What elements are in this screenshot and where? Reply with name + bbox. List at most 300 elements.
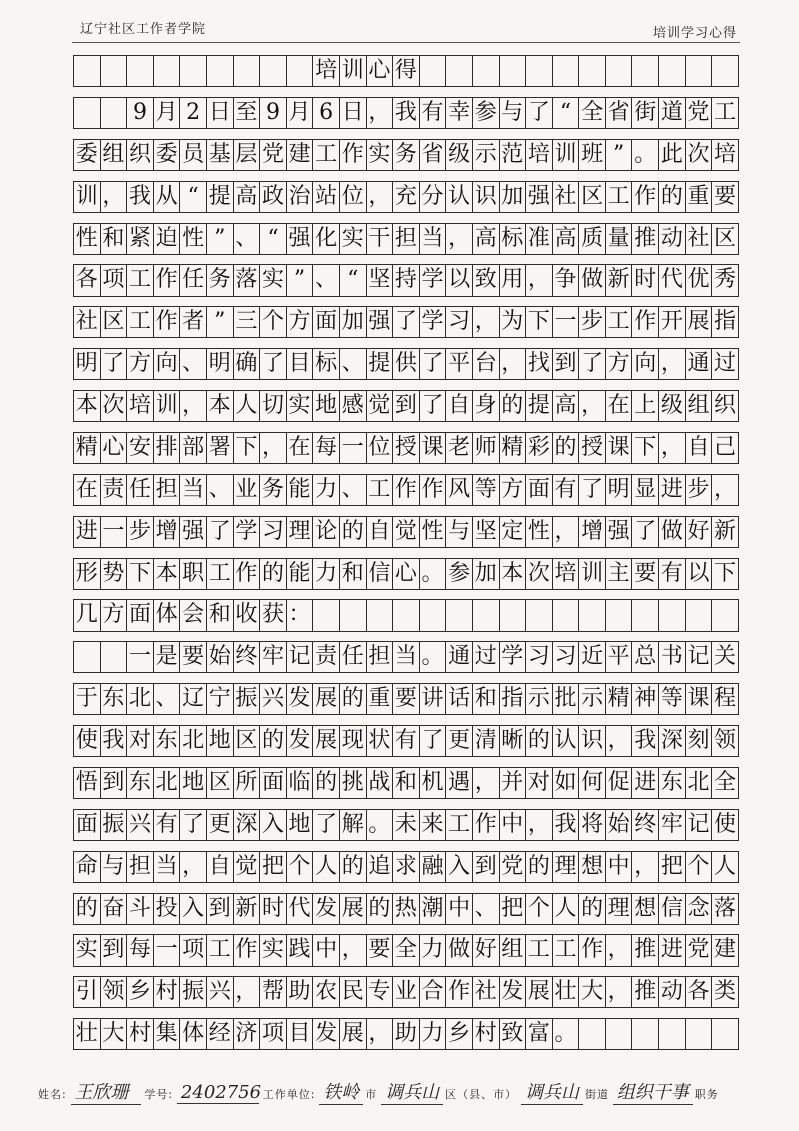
grid-cell: 项 [179,934,207,966]
grid-cell: 我 [126,181,154,213]
grid-cell: 个 [259,306,287,338]
grid-row [74,390,739,422]
grid-cell: 通 [445,641,473,673]
grid-cell [73,97,101,129]
grid-cell: 街 [631,97,659,129]
grid-cell: 一 [552,306,580,338]
grid-cell: 实 [259,264,287,296]
grid-cell: ， [631,851,659,883]
grid-row [74,851,739,883]
grid-cell: 参 [472,97,500,129]
grid-cell: 。 [552,1018,580,1050]
grid-cell: 面 [525,474,553,506]
grid-cell: 振 [233,683,261,715]
grid-cell: 个 [525,893,553,925]
grid-cell: 人 [552,893,580,925]
grid-cell: 觉 [366,390,394,422]
grid-cell: 觉 [392,516,420,548]
grid-cell: 现 [339,725,367,757]
grid-cell: 本 [73,390,101,422]
grid-cell: 促 [605,767,633,799]
grid-cell: 何 [578,767,606,799]
grid-cell: ， [658,432,686,464]
grid-cell: 培 [525,139,553,171]
grid-cell: 9 [126,97,154,129]
grid-cell: 实 [366,139,394,171]
grid-cell: 显 [631,474,659,506]
grid-cell: 个 [286,851,314,883]
grid-cell: 性 [73,223,101,255]
grid-cell: 北 [153,767,181,799]
grid-cell: 状 [366,725,394,757]
grid-cell: ， [605,976,633,1008]
grid-cell: 发 [312,1018,340,1050]
grid-cell: 是 [153,641,181,673]
grid-cell: 作 [153,306,181,338]
grid-cell: 担 [392,223,420,255]
grid-cell: 工 [605,306,633,338]
grid-cell: 念 [685,893,713,925]
grid-cell: “ [339,264,367,296]
grid-cell: 临 [286,767,314,799]
grid-cell: 学 [419,306,447,338]
grid-cell: 省 [419,139,447,171]
institute-name: 辽宁社区工作者学院 [80,22,207,37]
grid-cell: 地 [206,725,234,757]
grid-cell: 标 [499,223,527,255]
district-label: 区（县、市） [445,1088,518,1101]
grid-cell: 面 [259,767,287,799]
grid-cell [552,55,580,87]
grid-cell: 作 [233,558,261,590]
grid-cell: 以 [445,264,473,296]
grid-cell: 、 [339,348,367,380]
grid-cell: 好 [472,934,500,966]
grid-cell: 强 [525,181,553,213]
grid-cell: 区 [578,181,606,213]
grid-cell: 训 [339,55,367,87]
grid-cell: 过 [711,348,739,380]
grid-cell: 进 [73,516,101,548]
grid-cell: 工 [445,809,473,841]
grid-cell: 、 [312,264,340,296]
city-label: 市 [365,1088,378,1101]
grid-cell: 上 [631,390,659,422]
grid-cell [711,55,739,87]
grid-cell: 过 [472,641,500,673]
grid-cell: 理 [552,851,580,883]
grid-cell: 、 [153,683,181,715]
document-type: 培训学习心得 [652,26,737,41]
grid-cell [711,599,739,631]
grid-row [74,599,739,631]
grid-cell: 授 [578,432,606,464]
grid-cell: ， [472,306,500,338]
grid-row [74,348,739,380]
grid-cell: 我 [392,97,420,129]
grid-row [74,934,739,966]
grid-cell: 关 [711,641,739,673]
grid-cell: 下 [233,432,261,464]
name-value: 王欣珊 [71,1078,141,1105]
grid-cell: 民 [339,976,367,1008]
grid-cell: 引 [73,976,101,1008]
grid-cell: 担 [153,474,181,506]
grid-cell: 清 [472,725,500,757]
grid-cell: 优 [685,264,713,296]
grid-cell: 未 [392,809,420,841]
grid-cell: 课 [605,432,633,464]
grid-cell: 论 [312,516,340,548]
grid-cell: 面 [312,306,340,338]
grid-cell: 性 [525,516,553,548]
grid-cell: 强 [605,516,633,548]
grid-cell: 神 [631,683,659,715]
grid-cell: 重 [685,181,713,213]
grid-cell: 践 [286,934,314,966]
grid-cell: 东 [126,767,154,799]
grid-cell [685,1018,713,1050]
grid-cell: 到 [472,851,500,883]
grid-cell: 平 [605,641,633,673]
grid-cell: 切 [259,390,287,422]
grid-row [74,306,739,338]
grid-cell: 三 [233,306,261,338]
grid-cell: 有 [419,97,447,129]
grid-cell: 工 [126,306,154,338]
grid-cell: 解 [339,809,367,841]
grid-cell: 范 [499,139,527,171]
grid-cell [153,55,181,87]
grid-cell: 潮 [419,893,447,925]
grid-cell: 乡 [445,1018,473,1050]
grid-cell: 化 [312,223,340,255]
grid-cell: 工 [711,97,739,129]
grid-cell: 以 [685,558,713,590]
grid-cell: 能 [286,474,314,506]
grid-cell: ， [179,390,207,422]
grid-cell [605,55,633,87]
grid-cell: 我 [100,725,128,757]
grid-cell: 坚 [366,264,394,296]
grid-cell: 致 [499,1018,527,1050]
grid-cell: 到 [100,934,128,966]
grid-cell: 训 [578,558,606,590]
grid-cell: 求 [392,851,420,883]
grid-cell: 员 [179,139,207,171]
grid-cell: 工 [552,934,580,966]
grid-cell: 开 [658,306,686,338]
grid-cell: 课 [685,683,713,715]
grid-cell: 实 [286,390,314,422]
grid-cell [525,599,553,631]
grid-cell: 进 [658,474,686,506]
grid-cell: 社 [472,976,500,1008]
grid-cell: 类 [711,976,739,1008]
grid-cell: 、 [179,348,207,380]
grid-cell [499,55,527,87]
grid-cell: 人 [711,851,739,883]
grid-cell: ， [233,976,261,1008]
grid-cell: 和 [392,767,420,799]
grid-cell: 增 [578,516,606,548]
grid-cell: 委 [73,139,101,171]
grid-cell: 培 [552,558,580,590]
grid-cell: 做 [658,516,686,548]
grid-cell: 村 [472,1018,500,1050]
grid-cell: 层 [233,139,261,171]
grid-cell: 署 [206,432,234,464]
grid-cell: 自 [206,851,234,883]
grid-cell: 了 [100,348,128,380]
grid-cell: 明 [73,348,101,380]
grid-cell: ， [658,348,686,380]
grid-cell: 挑 [339,767,367,799]
grid-cell: 高 [552,390,580,422]
grid-cell: 强 [179,516,207,548]
grid-cell: 紧 [126,223,154,255]
grid-cell: 遇 [445,767,473,799]
grid-cell: 党 [685,934,713,966]
grid-cell: 每 [312,432,340,464]
grid-cell: 建 [286,139,314,171]
grid-cell: 下 [126,558,154,590]
grid-cell: 于 [73,683,101,715]
grid-cell: 作 [472,809,500,841]
grid-cell: 省 [605,97,633,129]
grid-cell: 的 [525,851,553,883]
grid-row [74,767,739,799]
grid-cell: 区 [206,767,234,799]
grid-cell: ” [286,264,314,296]
grid-row [74,264,739,296]
grid-cell: 学 [499,641,527,673]
grid-row [74,1018,739,1050]
grid-cell: 组 [685,390,713,422]
grid-cell: 地 [179,767,207,799]
grid-cell: 向 [153,348,181,380]
grid-cell: 展 [312,683,340,715]
grid-cell [472,599,500,631]
grid-cell: 力 [312,558,340,590]
grid-cell: 感 [339,390,367,422]
grid-cell: 的 [552,432,580,464]
work-unit-label: 工作单位: [262,1088,316,1101]
grid-cell: 把 [658,851,686,883]
grid-cell: 幸 [445,97,473,129]
grid-cell: 面 [126,599,154,631]
grid-cell: 将 [578,809,606,841]
grid-cell: 自 [685,432,713,464]
grid-row [74,558,739,590]
grid-cell: 治 [286,181,314,213]
grid-cell: 方 [126,348,154,380]
grid-cell: 好 [685,516,713,548]
grid-cell: 有 [153,809,181,841]
grid-cell: 势 [100,558,128,590]
grid-cell [631,55,659,87]
grid-cell: 业 [392,976,420,1008]
grid-cell: 更 [445,725,473,757]
grid-cell: ， [605,934,633,966]
grid-cell: ， [472,767,500,799]
grid-cell: 日 [206,97,234,129]
grid-cell: ， [552,516,580,548]
grid-cell: 力 [419,1018,447,1050]
grid-cell: 日 [339,97,367,129]
grid-cell: 会 [179,599,207,631]
grid-row [74,976,739,1008]
grid-row [74,683,739,715]
grid-cell: 入 [445,851,473,883]
grid-cell: 对 [126,725,154,757]
grid-cell: 平 [445,348,473,380]
grid-cell: 为 [499,306,527,338]
grid-cell: 。 [631,139,659,171]
grid-cell [73,641,101,673]
grid-cell: 振 [100,809,128,841]
grid-cell: 农 [312,976,340,1008]
grid-cell: 的 [73,893,101,925]
grid-cell: 晰 [499,725,527,757]
grid-cell: 迫 [153,223,181,255]
grid-cell: 师 [472,432,500,464]
grid-cell: 部 [179,432,207,464]
grid-cell: 争 [552,264,580,296]
grid-cell: 量 [605,223,633,255]
grid-cell: ， [711,474,739,506]
grid-cell: 老 [445,432,473,464]
grid-cell: 至 [233,97,261,129]
grid-cell: ， [525,809,553,841]
grid-cell: 助 [286,976,314,1008]
grid-cell: 新 [233,893,261,925]
grid-cell: ， [259,432,287,464]
grid-cell: 进 [631,767,659,799]
grid-cell: 步 [685,474,713,506]
grid-cell: 兴 [259,683,287,715]
grid-cell: 心 [366,55,394,87]
grid-cell: 落 [233,264,261,296]
grid-cell: ” [206,306,234,338]
grid-cell: 大 [100,1018,128,1050]
grid-cell [631,1018,659,1050]
grid-cell: 区 [711,223,739,255]
grid-cell: 和 [339,558,367,590]
grid-cell: 提 [206,181,234,213]
grid-cell: 等 [658,683,686,715]
grid-cell [658,55,686,87]
grid-cell: 彩 [525,432,553,464]
grid-cell: 任 [179,264,207,296]
grid-cell: 向 [631,348,659,380]
grid-cell: 我 [631,725,659,757]
grid-cell: 壮 [552,976,580,1008]
grid-row [74,641,739,673]
grid-cell: 奋 [100,893,128,925]
grid-row [74,181,739,213]
grid-cell: 讲 [419,683,447,715]
grid-cell: 的 [339,516,367,548]
grid-cell: 训 [153,390,181,422]
grid-cell: 牢 [658,809,686,841]
grid-cell [499,599,527,631]
grid-cell: 高 [472,223,500,255]
grid-cell: 组 [499,934,527,966]
grid-cell: 的 [259,725,287,757]
grid-cell: 要 [711,181,739,213]
grid-cell: 排 [153,432,181,464]
grid-cell: 明 [206,348,234,380]
grid-cell: 强 [366,306,394,338]
grid-cell: 动 [658,976,686,1008]
grid-cell: 村 [126,1018,154,1050]
grid-cell: 、 [472,893,500,925]
grid-cell: 认 [552,725,580,757]
grid-cell: 确 [233,348,261,380]
grid-cell: 担 [366,641,394,673]
grid-cell: 话 [445,683,473,715]
grid-cell [179,55,207,87]
grid-cell: 始 [206,641,234,673]
grid-cell: 的 [499,390,527,422]
grid-cell: 要 [179,641,207,673]
grid-cell: 位 [339,181,367,213]
grid-cell: 的 [578,893,606,925]
grid-cell: ， [366,1018,394,1050]
grid-cell: 融 [419,851,447,883]
grid-cell: 持 [392,264,420,296]
grid-cell: ， [525,264,553,296]
grid-cell: 者 [179,306,207,338]
street-value: 调兵山 [521,1078,583,1105]
district-value: 调兵山 [381,1078,443,1105]
grid-cell: 重 [366,683,394,715]
grid-row [74,55,739,87]
grid-cell: 9 [259,97,287,129]
grid-cell: 课 [419,432,447,464]
grid-cell: 推 [631,223,659,255]
grid-cell: 2 [179,97,207,129]
grid-cell: 作 [445,976,473,1008]
street-label: 街道 [584,1088,609,1101]
grid-cell: 机 [419,767,447,799]
grid-cell: 在 [286,432,314,464]
grid-cell [445,599,473,631]
grid-cell: 分 [419,181,447,213]
grid-cell: 习 [445,306,473,338]
grid-cell: 合 [419,976,447,1008]
grid-cell: 时 [259,893,287,925]
grid-cell: 当 [392,641,420,673]
grid-cell: 的 [339,683,367,715]
grid-cell: 织 [126,139,154,171]
grid-cell [419,55,447,87]
grid-cell: 推 [631,934,659,966]
grid-cell: 动 [658,223,686,255]
grid-cell [685,599,713,631]
grid-cell: ： [286,599,314,631]
grid-cell: 干 [366,223,394,255]
grid-cell: 了 [259,348,287,380]
grid-cell: 北 [685,767,713,799]
grid-cell: 责 [100,474,128,506]
grid-cell: 作 [153,264,181,296]
grid-cell: 帮 [259,976,287,1008]
grid-cell: “ [552,97,580,129]
grid-cell: 标 [312,348,340,380]
grid-cell: 命 [73,851,101,883]
